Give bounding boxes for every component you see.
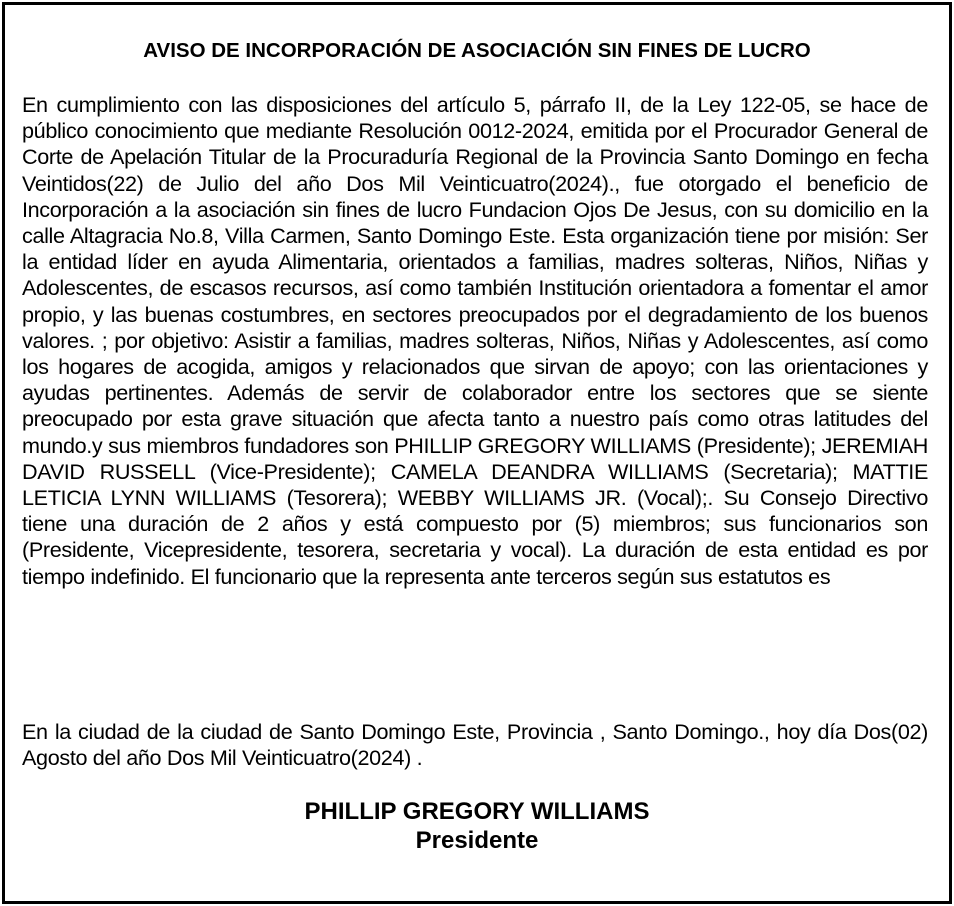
notice-body-paragraph: En cumplimiento con las disposiciones del artículo 5, párrafo II, de la Ley 122-05, se hace de público conocimiento que mediante Resolución 0012-2024, emitida por el Procurador General de Corte de Apelación Titular de la Procuraduría Regional de la Provincia Santo Domingo en fecha Veintidos(22) de Julio del año Dos Mil Veinticuatro(2024)., fue otorgado el beneficio de Incorporación a la asociación sin fines de lucro Fundacion Ojos De Jesus, con su domicilio en la calle Altagracia No.8, Villa Carmen, Santo Domingo Este. Esta organización tiene por misión: Ser la entidad líder en ayuda Alimentaria, orientados a familias, madres solteras, Niños, Niñas y Adolescentes, de escasos recursos, así como también Institución orientadora a fomentar el amor propio, y las buenas costumbres, en sectores preocupados por el degradamiento de los buenos valores. ; por objetivo: Asistir a familias, madres solteras, Niños, Niñas y Adolescentes, así como los hogares de acogida, amigos y relacionados que sirvan de apoyo; con las orientaciones y ayudas pertinentes. Además de servir de colaborador entre los sectores que se siente preocupado por esta grave situación que afecta tanto a nuestro país como otras latitudes del mundo.y sus miembros fundadores son PHILLIP GREGORY WILLIAMS (Presidente); JEREMIAH DAVID RUSSELL (Vice-Presidente); CAMELA DEANDRA WILLIAMS (Secretaria); MATTIE LETICIA LYNN WILLIAMS (Tesorera); WEBBY WILLIAMS JR. (Vocal);. Su Consejo Directivo tiene una duración de 2 años y está compuesto por (5) miembros; sus funcionarios son (Presidente, Vicepresidente, tesorera, secretaria y vocal). La duración de esta entidad es por tiempo indefinido. El funcionario que la representa ante terceros según sus estatutos es <box>22 92 928 589</box>
signature-name: PHILLIP GREGORY WILLIAMS <box>304 798 650 825</box>
notice-closing-paragraph: En la ciudad de la ciudad de Santo Domingo Este, Provincia , Santo Domingo., hoy día Dos(02) Agosto del año Dos Mil Veinticuatro(2024) . <box>22 719 928 771</box>
legal-notice <box>2 2 952 904</box>
notice-closing <box>22 719 928 771</box>
signature-block <box>5 797 949 855</box>
notice-title: AVISO DE INCORPORACIÓN DE ASOCIACIÓN SIN FINES DE LUCRO <box>143 39 811 62</box>
notice-body <box>22 92 928 590</box>
signature-role: Presidente <box>415 827 539 854</box>
